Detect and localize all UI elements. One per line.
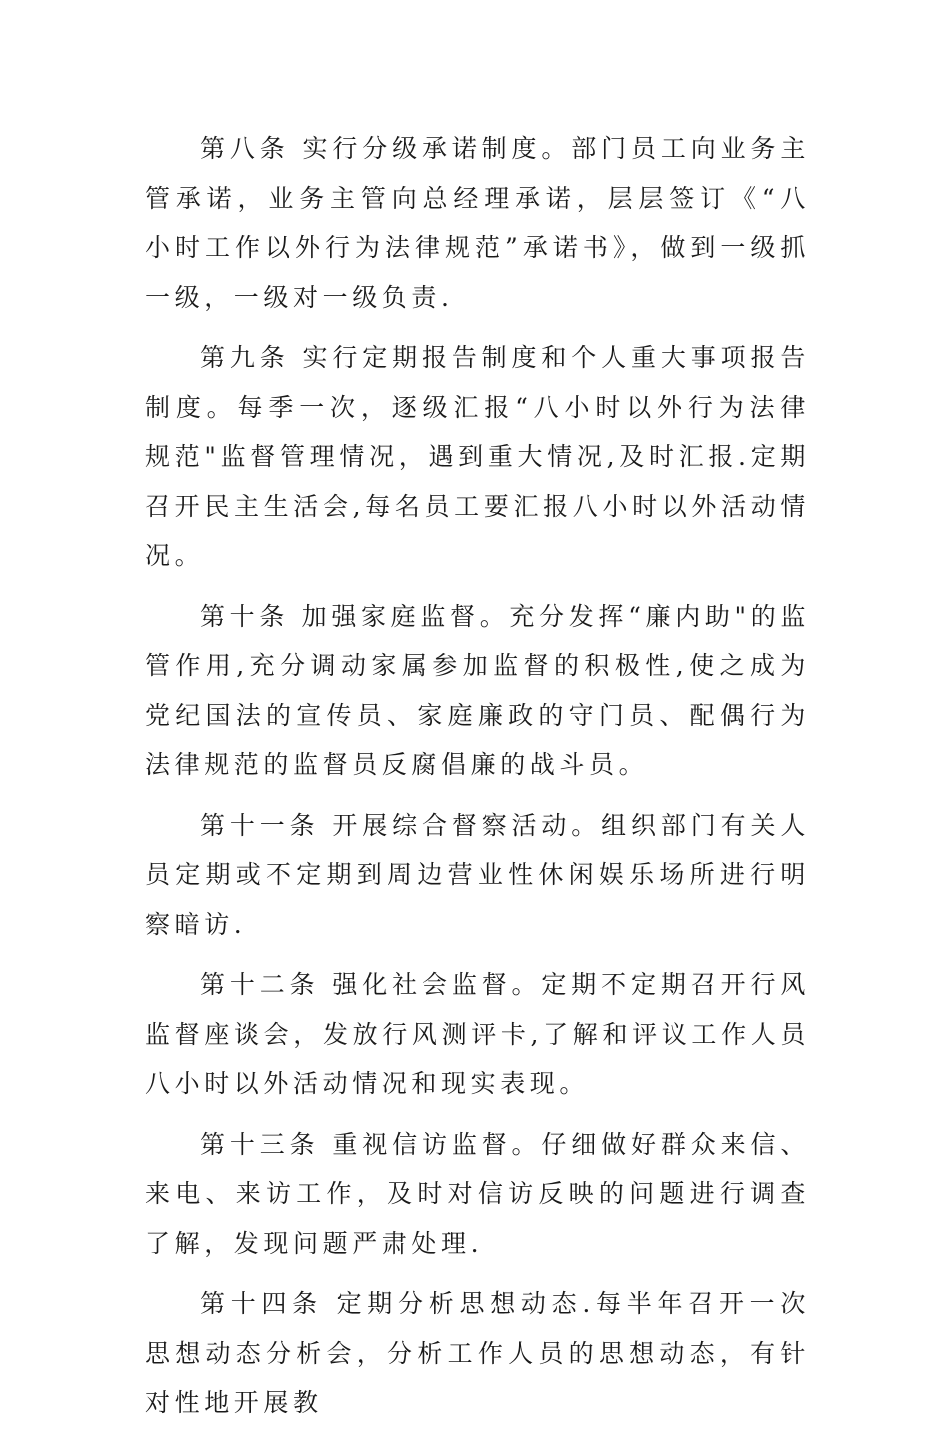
article-number: 第十四条 [200,1289,323,1318]
article-number: 第十三条 [200,1129,320,1159]
article-number: 第八条 [200,134,290,163]
article-number: 第十二条 [200,970,320,999]
paragraph-article-8 [145,124,810,322]
paragraph-article-14 [145,1279,810,1428]
article-text: 实行定期报告制度和个人重大事项报告制度。每季一次，逐级汇报“八小时以外行为法律规范"监督管理情况，遇到重大情况,及时汇报.定期召开民主生活会,每名员工要汇报八小时以外活动情况。 [145,343,811,570]
paragraph-article-9 [145,333,810,581]
article-text: 定期分析思想动态.每半年召开一次思想动态分析会，分析工作人员的思想动态，有针对性地开展教 [145,1289,810,1417]
article-number: 第九条 [200,343,290,372]
paragraph-article-12 [145,960,810,1109]
paragraph-article-13 [145,1120,810,1269]
paragraph-article-10 [145,592,810,790]
paragraph-article-11 [145,801,810,950]
article-number: 第十一条 [200,810,320,840]
article-text: 开展综合督察活动。组织部门有关人员定期或不定期到周边营业性休闲娱乐场所进行明察暗访. [145,810,811,939]
article-number: 第十条 [200,601,290,631]
article-text: 重视信访监督。仔细做好群众来信、来电、来访工作，及时对信访反映的问题进行调查了解，发现问题严肃处理. [145,1129,811,1258]
article-text: 加强家庭监督。充分发挥“廉内助"的监管作用,充分调动家属参加监督的积极性,使之成为党纪国法的宣传员、家庭廉政的守门员、配偶行为法律规范的监督员反腐倡廉的战斗员。 [145,601,810,779]
article-text: 实行分级承诺制度。部门员工向业务主管承诺，业务主管向总经理承诺，层层签订《“八小时工作以外行为法律规范”承诺书》，做到一级抓一级，一级对一级负责. [145,134,811,312]
document-body [145,124,810,1439]
article-text: 强化社会监督。定期不定期召开行风监督座谈会，发放行风测评卡,了解和评议工作人员八小时以外活动情况和现实表现。 [145,970,811,1098]
